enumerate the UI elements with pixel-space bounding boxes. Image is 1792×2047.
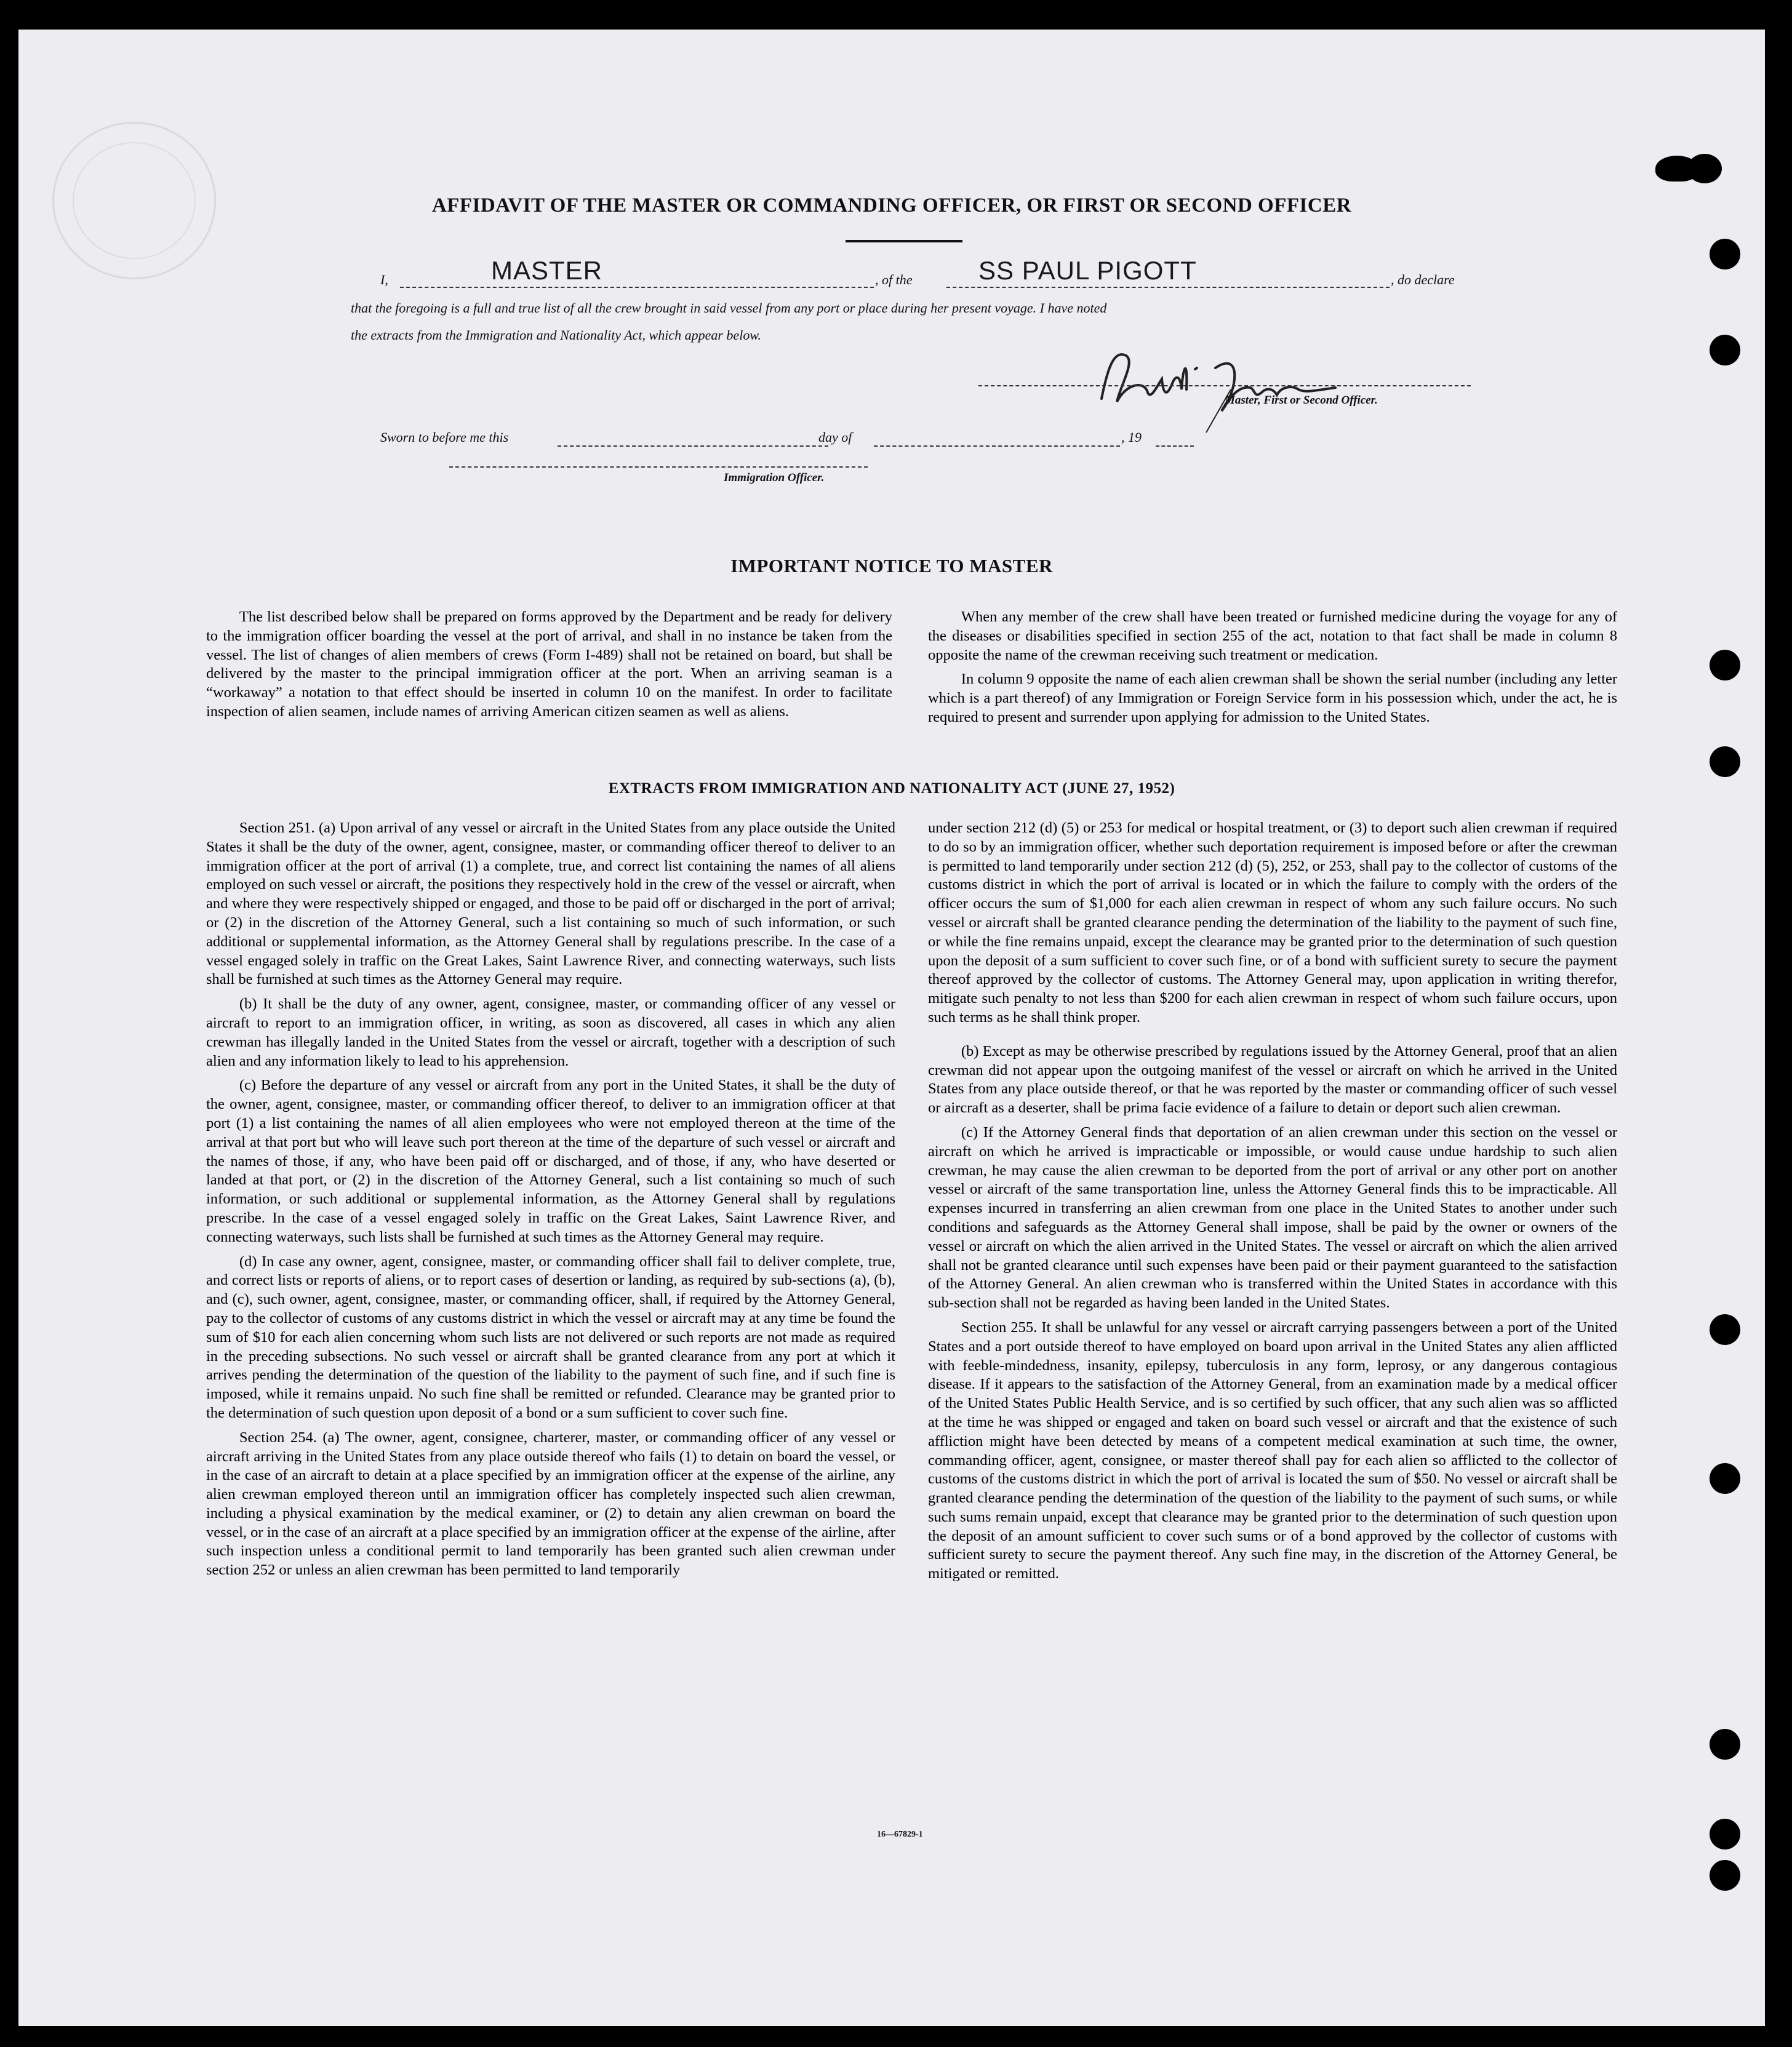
punch-hole [1710,335,1740,365]
vessel-field-line [946,287,1390,288]
extract-paragraph: (c) If the Attorney General finds that deportation of an alien crewman under this section on the vessel or aircraft on which he arrived is impracticable or impossible, or would cause undue hardship to such alien crewman, he may cause the alien crewman to be deported from the port of arrival or any other port on another vessel or aircraft of the same transportation line, unless the Attorney General finds this to be impracticable. All expenses incurred in transferring an alien crewman from one place in the United States to another under such conditions and safeguards as the Attorney General shall impose, shall be paid by the owner or owners of the vessel or aircraft on which the alien arrived in the United States. The vessel or aircraft on which the alien arrived shall not be granted clearance until such expenses have been paid or their payment guaranteed to the satisfaction of the Attorney General. An alien crewman who is transferred within the United States in accordance with this sub-section shall not be regarded as having been landed in the United States. [928,1123,1617,1312]
extract-paragraph: Section 254. (a) The owner, agent, consignee, charterer, master, or commanding officer of any vessel or aircraft arriving in the United States from any place outside thereof who fails (1) to detain on board the vessel, or in the case of an aircraft to detain at a place specified by an immigration officer at the expense of the airline, any alien crewman employed thereon until an immigration officer has completely inspected such alien crewman, including a physical examination by the medical examiner, or (2) to detain any alien crewman on board the vessel, or in the case of an aircraft at a place specified by an immigration officer at the expense of the airline, after such inspection unless a conditional permit to land temporarily has been granted such alien crewman under section 252 or unless an alien crewman has been permitted to land temporarily [206,1429,895,1579]
notice-right-paragraph-1: When any member of the crew shall have been treated or furnished medicine during the voyage for any of the diseases or disabilities specified in section 255 of the act, notation to that fact shall be made in column 8 opposite the name of the crewman receiving such treatment or medication. [928,609,1617,663]
form-number: 16—67829-1 [877,1830,923,1839]
notice-title: IMPORTANT NOTICE TO MASTER [730,555,1053,577]
declare-label: , do declare [1391,272,1455,287]
extract-paragraph: Section 251. (a) Upon arrival of any vessel or aircraft in the United States from any place outside the United States it shall be the duty of the owner, agent, consignee, master, or commanding officer thereof to deliver to an immigration officer at the port of arrival (1) a complete, true, and correct list containing the names of all aliens employed on such vessel or aircraft, the positions they respectively hold in the crew of the vessel or aircraft, when and where they were respectively shipped or engaged, and those to be paid off or discharged in the port of arrival; or (2) in the discretion of the Attorney General, such a list containing so much of such information, or such additional or supplemental information, as the Attorney General shall by regulations prescribe. In the case of a vessel engaged solely in traffic on the Great Lakes, Saint Lawrence River, and connecting waterways, such lists shall be furnished at such times as the Attorney General may require. [206,820,895,988]
extract-paragraph: (b) Except as may be otherwise prescribed by regulations issued by the Attorney General, proof that an alien crewman did not appear upon the outgoing manifest of the vessel or aircraft on which he arrived in the United States from any place outside thereof, or that he was reported by the master or commanding officer of such vessel or aircraft as a deserter, shall be prima facie evidence of a failure to detain or deport such alien crewman. [928,1042,1617,1117]
extracts-right-column [928,819,1617,1584]
notice-left-column [206,608,892,722]
declarant-prefix: I, [380,272,388,287]
punch-hole [1710,1463,1740,1494]
punch-hole [1710,1860,1740,1891]
declaration-line-3: the extracts from the Immigration and Nationality Act, which appear below. [351,327,761,343]
year-label: , 19 [1121,429,1142,445]
officer-caption: Immigration Officer. [724,471,825,484]
day-of-label: day of [818,429,852,445]
rank-field-value: MASTER [491,256,603,285]
sworn-date-line [558,445,828,447]
extract-paragraph: Section 255. It shall be unlawful for any vessel or aircraft carrying passengers between a port of the United States and a port outside thereof to have employed on board upon arrival in the United States any alien afflicted with feeble-mindedness, insanity, epilepsy, tuberculosis in any form, leprosy, or any dangerous contagious disease. If it appears to the satisfaction of the Attorney General, from an examination made by a medical officer of the United States Public Health Service, and is so certified by such officer, that any such alien was so afflicted at the time he was shipped or engaged and taken on board such vessel or aircraft and that the existence of such affliction might have been detected by means of a competent medical examination at such time, the owner, commanding officer, agent, consignee, or master thereof shall pay for each alien so afflicted to the collector of customs of the customs district in which the port of arrival is located the sum of $50. No vessel or aircraft shall be granted clearance pending the determination of the question of the liability to the payment of such sums, or while such sums remain unpaid, except that clearance may be granted prior to the determination of such question upon the deposit of an amount sufficient to cover such sums or of a bond approved by the collector of customs with sufficient surety to secure the payment thereof. Any such fine may, in the discretion of the Attorney General, be mitigated or remitted. [928,1319,1617,1582]
punch-hole [1710,1314,1740,1345]
punch-hole [1710,650,1740,680]
punch-hole [1687,154,1722,183]
declaration-line-2: that the foregoing is a full and true list of all the crew brought in said vessel from any port or place during her present voyage. I have noted [351,300,1107,316]
punch-hole [1710,1819,1740,1849]
notice-right-paragraph-2: In column 9 opposite the name of each alien crewman shall be shown the serial number (including any letter which is a part thereof) of any Immigration or Foreign Service form in his possession which, under the act, he is required to present and surrender upon applying for admission to the United States. [928,671,1617,725]
title-rule [846,240,962,242]
signature-caption: Master, First or Second Officer. [1225,394,1378,407]
rank-field-line [400,287,874,288]
extract-paragraph: under section 212 (d) (5) or 253 for medical or hospital treatment, or (3) to deport such alien crewman if required to do so by an immigration officer, whether such deportation requirement is imposed before or after the crewman is permitted to land temporarily under section 212 (d) (5), 252, or 253, shall pay to the collector of customs of the customs district in which the port of arrival is located or in which the failure to comply with the orders of the officer occurs the sum of $1,000 for each alien crewman in respect of whom any such failure occurs. No such vessel or aircraft shall be granted clearance pending the determination of the liability to the payment of such fine, or while the fine remains unpaid, except the clearance may be granted prior to the determination of such question upon the deposit of a sum sufficient to cover such fine, or of a bond with sufficient surety to secure the payment thereof approved by the collector of customs. The Attorney General may, upon application in writing therefor, mitigate such penalty to not less than $200 for each alien crewman in respect of whom such failure occurs, upon such terms as he shall think proper. [928,820,1617,1026]
extract-paragraph: (d) In case any owner, agent, consignee, master, or commanding officer shall fail to deliver complete, true, and correct lists or reports of aliens, or to report cases of desertion or landing, as required by sub-sections (a), (b), and (c), such owner, agent, consignee, master, or commanding officer, shall, if required by the Attorney General, pay to the collector of customs of any customs district in which the vessel or aircraft may at any time be found the sum of $10 for each alien concerning whom such lists are not delivered or such reports are not made as required in the preceding subsections. No such vessel or aircraft shall be granted clearance from any port at which it arrives pending the determination of the question of the liability to the payment of such fine, and if such fine is imposed, while it remains unpaid. No such fine shall be remitted or refunded. Clearance may be granted prior to the determination of such question upon deposit of a bond or a sum sufficient to cover such fine. [206,1253,895,1421]
extract-paragraph: (b) It shall be the duty of any owner, agent, consignee, master, or commanding officer of any vessel or aircraft to report to an immigration officer, in writing, as soon as discovered, all cases in which any alien crewman has illegally landed in the United States from the vessel or aircraft, together with a description of such alien and any information likely to lead to his apprehension. [206,996,895,1069]
extract-paragraph: (c) Before the departure of any vessel or aircraft from any port in the United States, it shall be the duty of the owner, agent, consignee, master, or commanding officer thereof, to deliver to an immigration officer at that port (1) a list containing the names of all alien employees who were not employed thereon at the time of the arrival at that port but who will leave such port thereon at the time of the departure of such vessel or aircraft and the names of those, if any, who have been paid off or discharged, and of those, if any, who have deserted or landed at that port, or (2) in the discretion of the Attorney General, such a list containing so much of such information, or such additional or supplemental information, as the Attorney General shall by regulations prescribe. In the case of a vessel engaged solely in traffic on the Great Lakes, Saint Lawrence River, and connecting waterways, such lists shall be furnished at such times as the Attorney General may require. [206,1077,895,1245]
sworn-month-line [874,445,1120,447]
vessel-of-label: , of the [875,272,913,287]
affidavit-title: AFFIDAVIT OF THE MASTER OR COMMANDING OFFICER, OR FIRST OR SECOND OFFICER [431,194,1352,217]
punch-hole [1710,239,1740,269]
extracts-title: EXTRACTS FROM IMMIGRATION AND NATIONALITY ACT (JUNE 27, 1952) [608,780,1175,797]
vessel-field-value: SS PAUL PIGOTT [978,256,1197,285]
form-page [18,30,1765,2026]
officer-signature-line [449,466,868,468]
sworn-year-line [1156,445,1194,447]
extracts-left-column [206,819,895,1580]
sworn-label: Sworn to before me this [380,429,509,445]
punch-hole [1710,746,1740,777]
notice-right-column [928,608,1617,727]
punch-hole [1710,1729,1740,1760]
notice-left-paragraph: The list described below shall be prepared on forms approved by the Department and be ready for delivery to the immigration officer boarding the vessel at the port of arrival, and shall in no instance be taken from the vessel. The list of changes of alien members of crews (Form I-489) shall not be retained on board, but shall be delivered by the master to the principal immigration officer at the port. When an arriving seaman is a “workaway” a notation to that effect should be inserted in column 10 on the manifest. In order to facilitate inspection of alien seamen, include names of arriving American citizen seamen as well as aliens. [206,609,892,720]
